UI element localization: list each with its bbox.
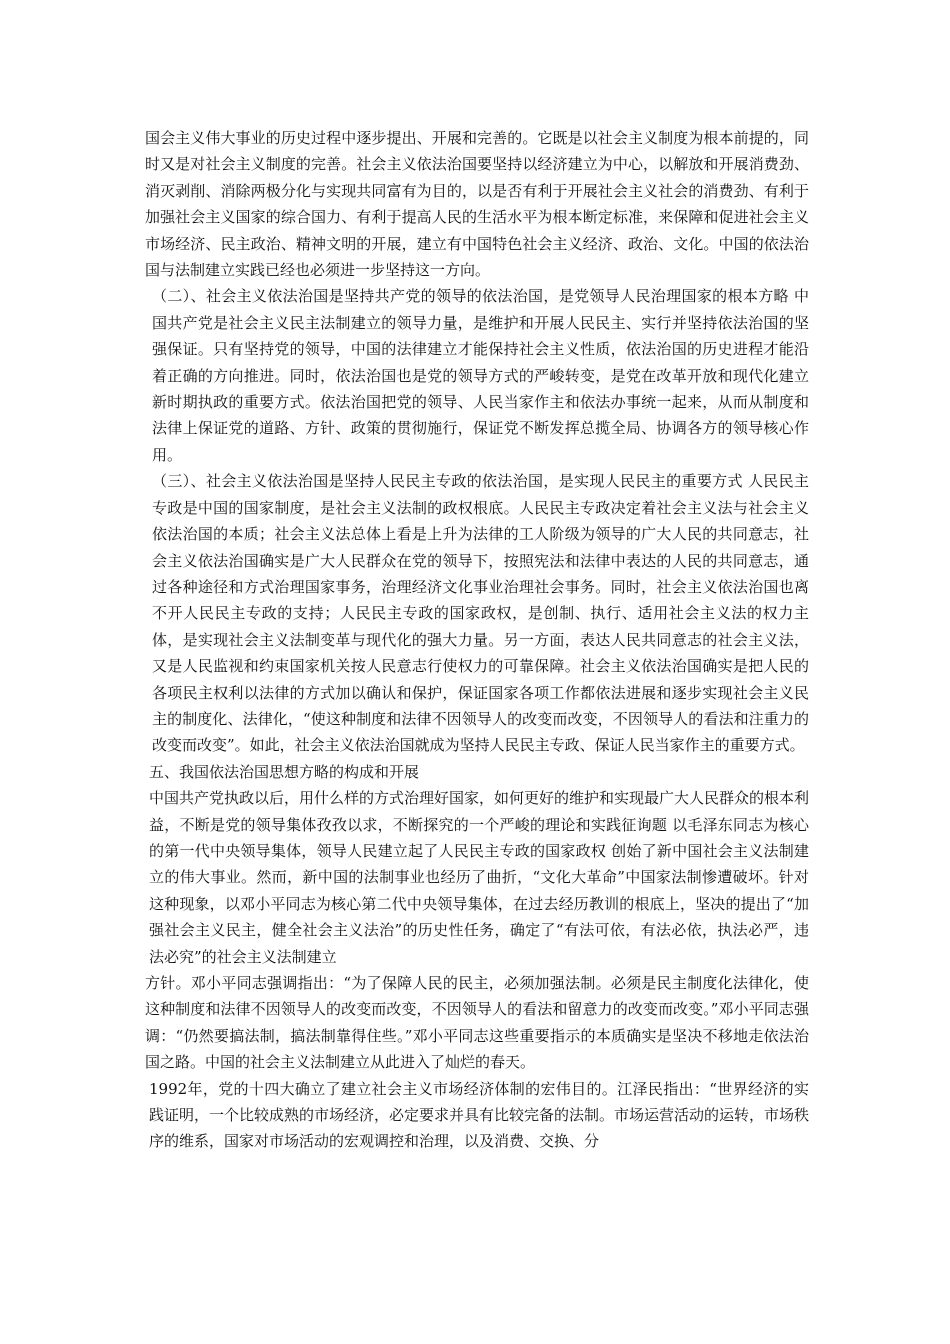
section-heading-five: 五、我国依法治国思想方略的构成和开展 bbox=[149, 762, 420, 781]
paragraph-continuation: 国会主义伟大事业的历史过程中逐步提出、开展和完善的。它既是以社会主义制度为根本前提的，同时又是对社会主义制度的完善。社会主义依法治国要坚持以经济建立为中心，以解放和开展消费劲、消灭剥削、消除两极分化与实现共同富有为目的，以是否有利于开展社会主义社会的消费劲、有利于加强社会主义国家的综合国力、有利于提高人民的生活水平为根本断定标准，来保障和促进社会主义市场经济、民主政治、精神文明的开展，建立有中国特色社会主义经济、政治、文化。中国的依法治国与法制建立实践已经也必须进一步坚持这一方向。 bbox=[145, 129, 809, 280]
paragraph-party-governance: 中国共产党执政以后，用什么样的方式治理好国家，如何更好的维护和实现最广大人民群众的根本利益，不断是党的领导集体孜孜以求，不断探究的一个严峻的理论和实践征询题 以毛泽东同志为核心的第一代中央领导集体，领导人民建立起了人民民主专政的国家政权 创始了新中国社会主义法制建立的伟大事业。然而，新中国的法制事业也经历了曲折，“文化大革命”中国家法制惨遭破坏。针对这种现象，以邓小平同志为核心第二代中央领导集体，在过去经历教训的根底上，坚决的提出了“加强社会主义民主，健全社会主义法治”的历史性任务，确定了“有法可依，有法必依，执法必严，违法必究”的社会主义法制建立 bbox=[149, 789, 810, 966]
paragraph-1992: 1992年，党的十四大确立了建立社会主义市场经济体制的宏伟目的。江泽民指出：“世界经济的实践证明，一个比较成熟的市场经济，必定要求并具有比较完备的法制。市场运营活动的运转，市场秩序的维系，国家对市场活动的宏观调控和治理，以及消费、交换、分 bbox=[149, 1079, 810, 1151]
paragraph-section-three: （三）、社会主义依法治国是坚持人民民主专政的依法治国，是实现人民民主的重要方式 人民民主专政是中国的国家制度，是社会主义法制的政权根底。人民民主专政决定着社会主义法与社会主义依法治国的本质；社会主义法总体上看是上升为法律的工人阶级为领导的广大人民的共同意志，社会主义依法治国确实是广大人民群众在党的领导下，按照宪法和法律中表达的人民的共同意志，通过各种途径和方式治理国家事务，治理经济文化事业治理社会事务。同时，社会主义依法治国也离不开人民民主专政的支持；人民民主专政的国家政权，是创制、执行、适用社会主义法的权力主体，是实现社会主义法制变革与现代化的强大力量。另一方面，表达人民共同意志的社会主义法，又是人民监视和约束国家机关按人民意志行使权力的可靠保障。社会主义依法治国确实是把人民的各项民主权利以法律的方式加以确认和保护，保证国家各项工作都依法进展和逐步实现社会主义民主的制度化、法律化，“使这种制度和法律不因领导人的改变而改变，不因领导人的看法和注重力的改变而改变”。如此，社会主义依法治国就成为坚持人民民主专政、保证人民当家作主的重要方式。 bbox=[152, 472, 809, 755]
paragraph-deng-xiaoping: 方针。邓小平同志强调指出：“为了保障人民的民主，必须加强法制。必须是民主制度化法律化，使这种制度和法律不因领导人的改变而改变，不因领导人的看法和留意力的改变而改变。”邓小平同志强调：“仍然要搞法制，搞法制靠得住些。”邓小平同志这些重要指示的本质确实是坚决不移地走依法治国之路。中国的社会主义法制建立从此进入了灿烂的春天。 bbox=[145, 974, 809, 1072]
document-body bbox=[145, 125, 809, 1155]
paragraph-section-two: （二）、社会主义依法治国是坚持共产党的领导的依法治国，是党领导人民治理国家的根本方略 中国共产党是社会主义民主法制建立的领导力量，是维护和开展人民民主、实行并坚持依法治国的坚强保证。只有坚持党的领导，中国的法律建立才能保持社会主义性质，依法治国的历史进程才能沿着正确的方向推进。同时，依法治国也是党的领导方式的严峻转变，是党在改革开放和现代化建立新时期执政的重要方式。依法治国把党的领导、人民当家作主和依法办事统一起来，从而从制度和法律上保证党的道路、方针、政策的贯彻施行，保证党不断发挥总揽全局、协调各方的领导核心作用。 bbox=[152, 287, 809, 464]
